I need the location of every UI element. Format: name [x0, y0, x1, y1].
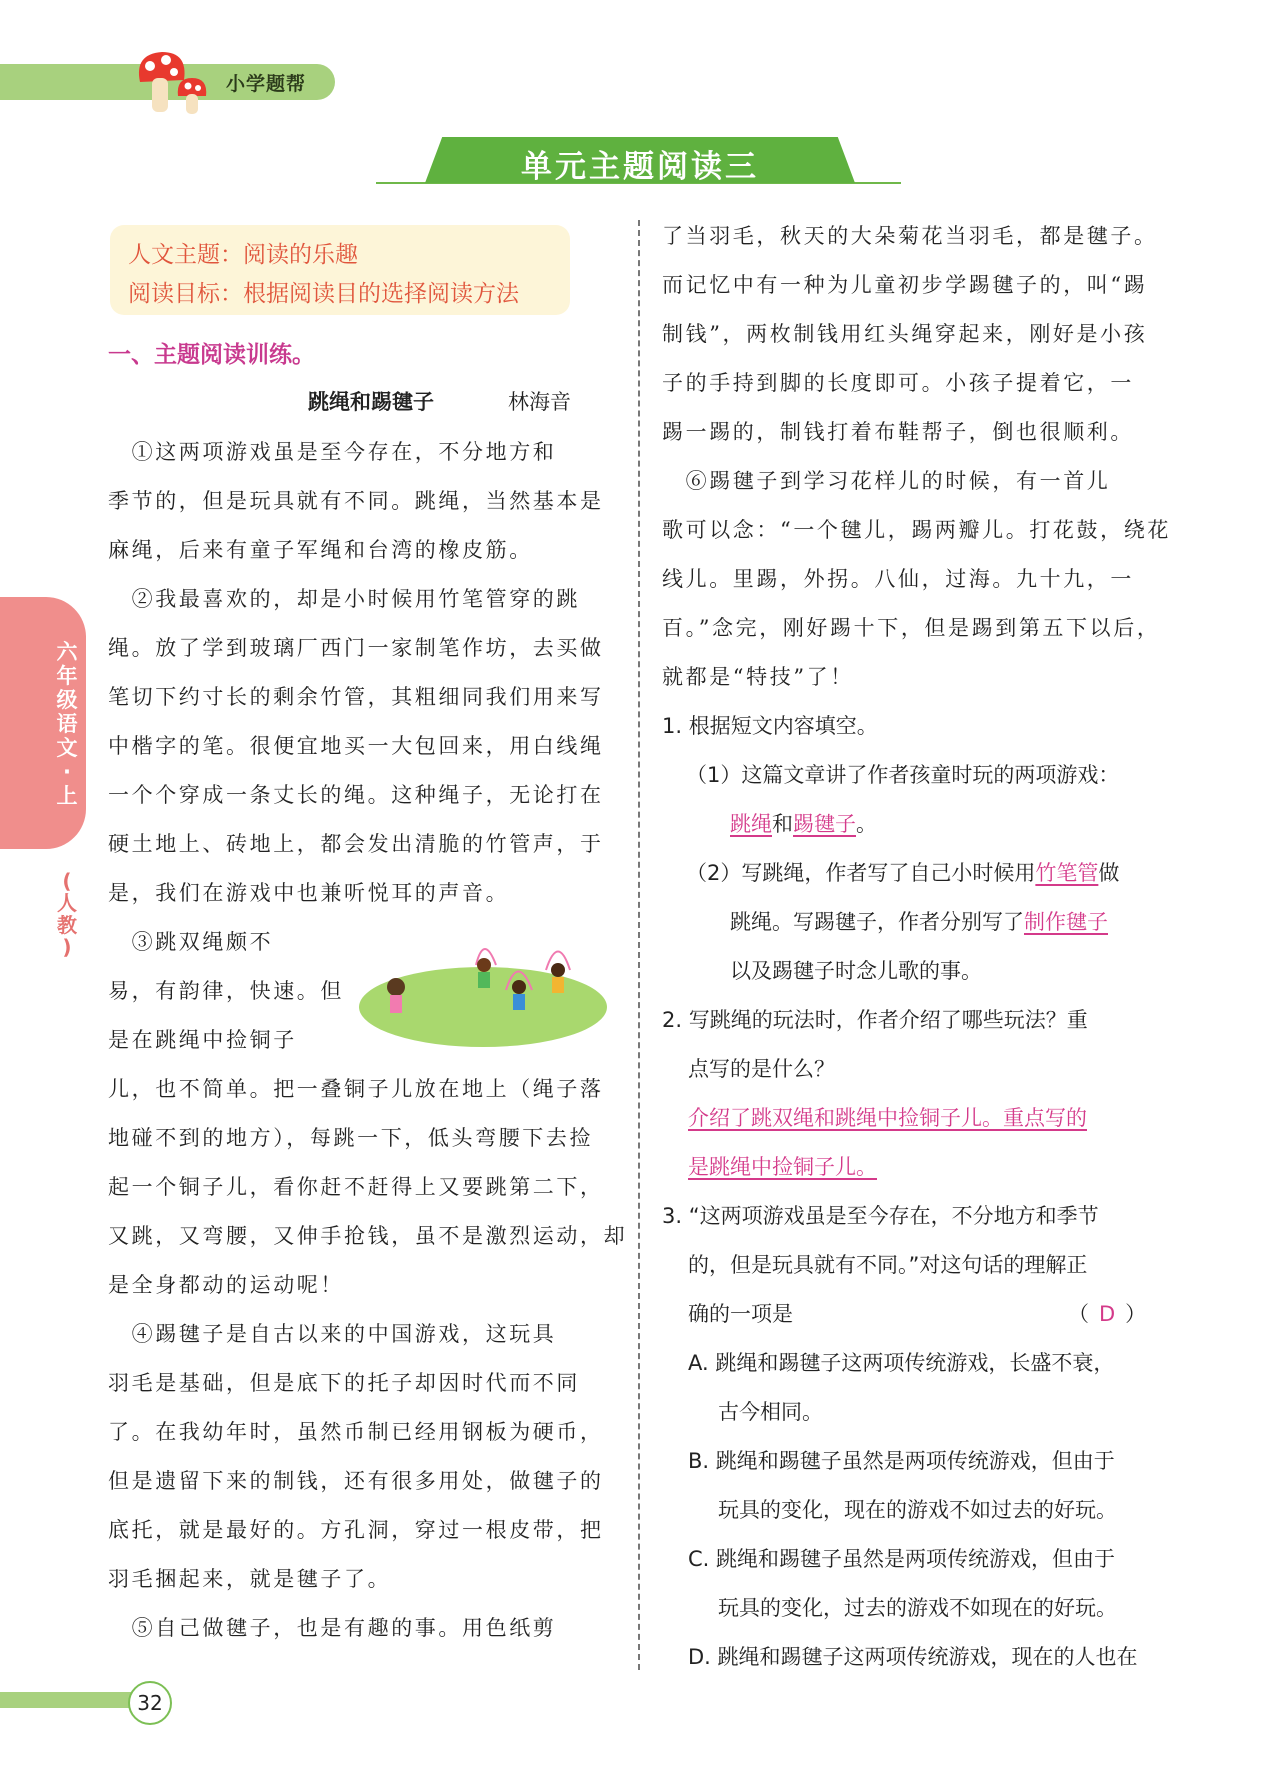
answer-blank: 竹笔管: [1035, 861, 1099, 885]
article-line: 羽毛是基础，但是底下的托子却因时代而不同: [108, 1371, 580, 1395]
question-2-stem-line-1: 2. 写跳绳的玩法时，作者介绍了哪些玩法？重: [662, 1008, 1088, 1032]
option-d-line-1: D. 跳绳和踢毽子这两项传统游戏，现在的人也在: [688, 1645, 1138, 1669]
edition-char: 人: [57, 891, 77, 915]
question-3-stem-line-1: 3. “这两项游戏虽是至今存在，不分地方和季节: [662, 1204, 1099, 1228]
grade-label: [52, 640, 82, 808]
article-line: 了当羽毛，秋天的大朵菊花当羽毛，都是毽子。: [662, 224, 1158, 248]
article-author: 林海音: [508, 390, 571, 414]
question-1-part-2-line-3: 以及踢毽子时念儿歌的事。: [730, 959, 982, 983]
grade-char: 文: [56, 736, 78, 760]
question-3-answer: D: [1099, 1302, 1116, 1326]
article-line: 一个个穿成一条丈长的绳。这种绳子，无论打在: [108, 783, 604, 807]
bracket: ）: [1125, 1302, 1147, 1326]
article-line: 但是遗留下来的制钱，还有很多用处，做毽子的: [108, 1469, 604, 1493]
mushroom-icon: [128, 44, 218, 116]
article-line: 子的手持到脚的长度即可。小孩子提着它，一: [662, 371, 1134, 395]
article-line: 羽毛捆起来，就是毽子了。: [108, 1567, 392, 1591]
question-text: 跳绳。写踢毽子，作者分别写了: [730, 910, 1024, 934]
article-line: 易，有韵律，快速。但: [108, 979, 344, 1003]
theme-line-1: 人文主题：阅读的乐趣: [128, 242, 358, 268]
article-line: 起一个铜子儿，看你赶不赶得上又要跳第二下，: [108, 1175, 604, 1199]
question-2-stem-line-2: 点写的是什么？: [688, 1057, 835, 1081]
answer-blank: 跳绳: [730, 812, 772, 836]
column-divider: [638, 220, 640, 1670]
question-1-part-1: （1）这篇文章讲了作者孩童时玩的两项游戏：: [686, 763, 1120, 787]
question-3-stem-line-3: 确的一项是: [688, 1302, 793, 1326]
grade-char: 级: [56, 688, 78, 712]
article-line: 而记忆中有一种为儿童初步学踢毽子的，叫“踢: [662, 273, 1148, 297]
article-line: 了。在我幼年时，虽然币制已经用钢板为硬币，: [108, 1420, 604, 1444]
article-line: ②我最喜欢的，却是小时候用竹笔管穿的跳: [108, 587, 580, 611]
question-3-stem-line-2: 的，但是玩具就有不同。”对这句话的理解正: [688, 1253, 1088, 1277]
article-line: ④踢毽子是自古以来的中国游戏，这玩具: [108, 1322, 557, 1346]
bracket: （: [1068, 1302, 1089, 1326]
question-1-part-2: [686, 857, 1119, 887]
article-line: 歌可以念：“一个毽儿，踢两瓣儿。打花鼓，绕花: [662, 518, 1171, 542]
edition-char: 教: [57, 913, 77, 937]
option-a-line-1: A. 跳绳和踢毽子这两项传统游戏，长盛不衰，: [688, 1351, 1115, 1375]
theme-line-2: 阅读目标：根据阅读目的选择阅读方法: [128, 281, 519, 307]
article-line: 绳。放了学到玻璃厂西门一家制笔作坊，去买做: [108, 636, 604, 660]
question-text: （2）写跳绳，作者写了自己小时候用: [686, 861, 1036, 885]
article-line: 百。”念完，刚好踢十下，但是踢到第五下以后，: [662, 616, 1161, 640]
article-line: ⑥踢毽子到学习花样儿的时候，有一首儿: [662, 469, 1111, 493]
option-a-line-2: 古今相同。: [718, 1400, 823, 1424]
article-line: ①这两项游戏虽是至今存在，不分地方和: [108, 440, 557, 464]
grade-char: 上: [56, 784, 78, 808]
article-line: 笔切下约寸长的剩余竹管，其粗细同我们用来写: [108, 685, 604, 709]
brand-name: 小学题帮: [226, 73, 307, 95]
option-c-line-1: C. 跳绳和踢毽子虽然是两项传统游戏，但由于: [688, 1547, 1116, 1571]
question-1-stem: 1. 根据短文内容填空。: [662, 714, 878, 738]
article-line: 制钱”，两枚制钱用红头绳穿起来，刚好是小孩: [662, 322, 1148, 346]
article-line: 底托，就是最好的。方孔洞，穿过一根皮带，把: [108, 1518, 604, 1542]
children-skipping-rope-illustration: [356, 935, 610, 1055]
answer-blank: 踢毽子: [793, 812, 856, 836]
article-line: 中楷字的笔。很便宜地买一大包回来，用白线绳: [108, 734, 604, 758]
question-2-answer-line-2: 是跳绳中捡铜子儿。: [688, 1155, 877, 1179]
grade-char: 六: [56, 640, 78, 664]
article-line: 季节的，但是玩具就有不同。跳绳，当然基本是: [108, 489, 604, 513]
article-line: 地碰不到的地方），每跳一下，低头弯腰下去捡: [108, 1126, 594, 1150]
article-line: 硬土地上、砖地上，都会发出清脆的竹管声，于: [108, 832, 604, 856]
page-number: 32: [128, 1681, 172, 1725]
question-1-part-2-line-2: [730, 906, 1108, 936]
article-line: 是在跳绳中捡铜子: [108, 1028, 297, 1052]
article-line: 麻绳，后来有童子军绳和台湾的橡皮筋。: [108, 538, 533, 562]
article-line: ③跳双绳颇不: [108, 930, 274, 954]
punctuation: 。: [856, 812, 877, 836]
connector-text: 和: [772, 812, 793, 836]
article-line: 又跳，又弯腰，又伸手抢钱，虽不是激烈运动，却: [108, 1224, 628, 1248]
article-line: 儿，也不简单。把一叠铜子儿放在地上（绳子落: [108, 1077, 604, 1101]
question-1-part-1-answer-line: [730, 808, 877, 838]
article-line: 线儿。里踢，外拐。八仙，过海。九十九，一: [662, 567, 1134, 591]
answer-blank: 制作毽子: [1024, 910, 1108, 934]
question-3-answer-bracket: [1068, 1298, 1146, 1328]
article-line: 是，我们在游戏中也兼听悦耳的声音。: [108, 881, 510, 905]
grade-char: 年: [56, 664, 78, 688]
article-line: 是全身都动的运动呢！: [108, 1273, 344, 1297]
grade-char: 语: [56, 712, 78, 736]
article-line: ⑤自己做毽子，也是有趣的事。用色纸剪: [108, 1616, 557, 1640]
article-title: 跳绳和踢毽子: [308, 390, 434, 414]
grade-char: ·: [63, 760, 71, 784]
article-line: 就都是“特技”了！: [662, 665, 854, 689]
article-line: 踢一踢的，制钱打着布鞋帮子，倒也很顺利。: [662, 420, 1134, 444]
page-title: 单元主题阅读三: [521, 149, 759, 185]
option-c-line-2: 玩具的变化，过去的游戏不如现在的好玩。: [718, 1596, 1117, 1620]
edition-char: (: [62, 869, 72, 893]
connector-text: 做: [1098, 861, 1120, 885]
option-b-line-2: 玩具的变化，现在的游戏不如过去的好玩。: [718, 1498, 1117, 1522]
section-title: 一、主题阅读训练。: [108, 342, 315, 368]
edition-char: ): [62, 935, 72, 959]
footer-bar: [0, 1692, 140, 1708]
edition-label: [52, 870, 82, 958]
question-2-answer-line-1: 介绍了跳双绳和跳绳中捡铜子儿。重点写的: [688, 1106, 1087, 1130]
option-b-line-1: B. 跳绳和踢毽子虽然是两项传统游戏，但由于: [688, 1449, 1115, 1473]
